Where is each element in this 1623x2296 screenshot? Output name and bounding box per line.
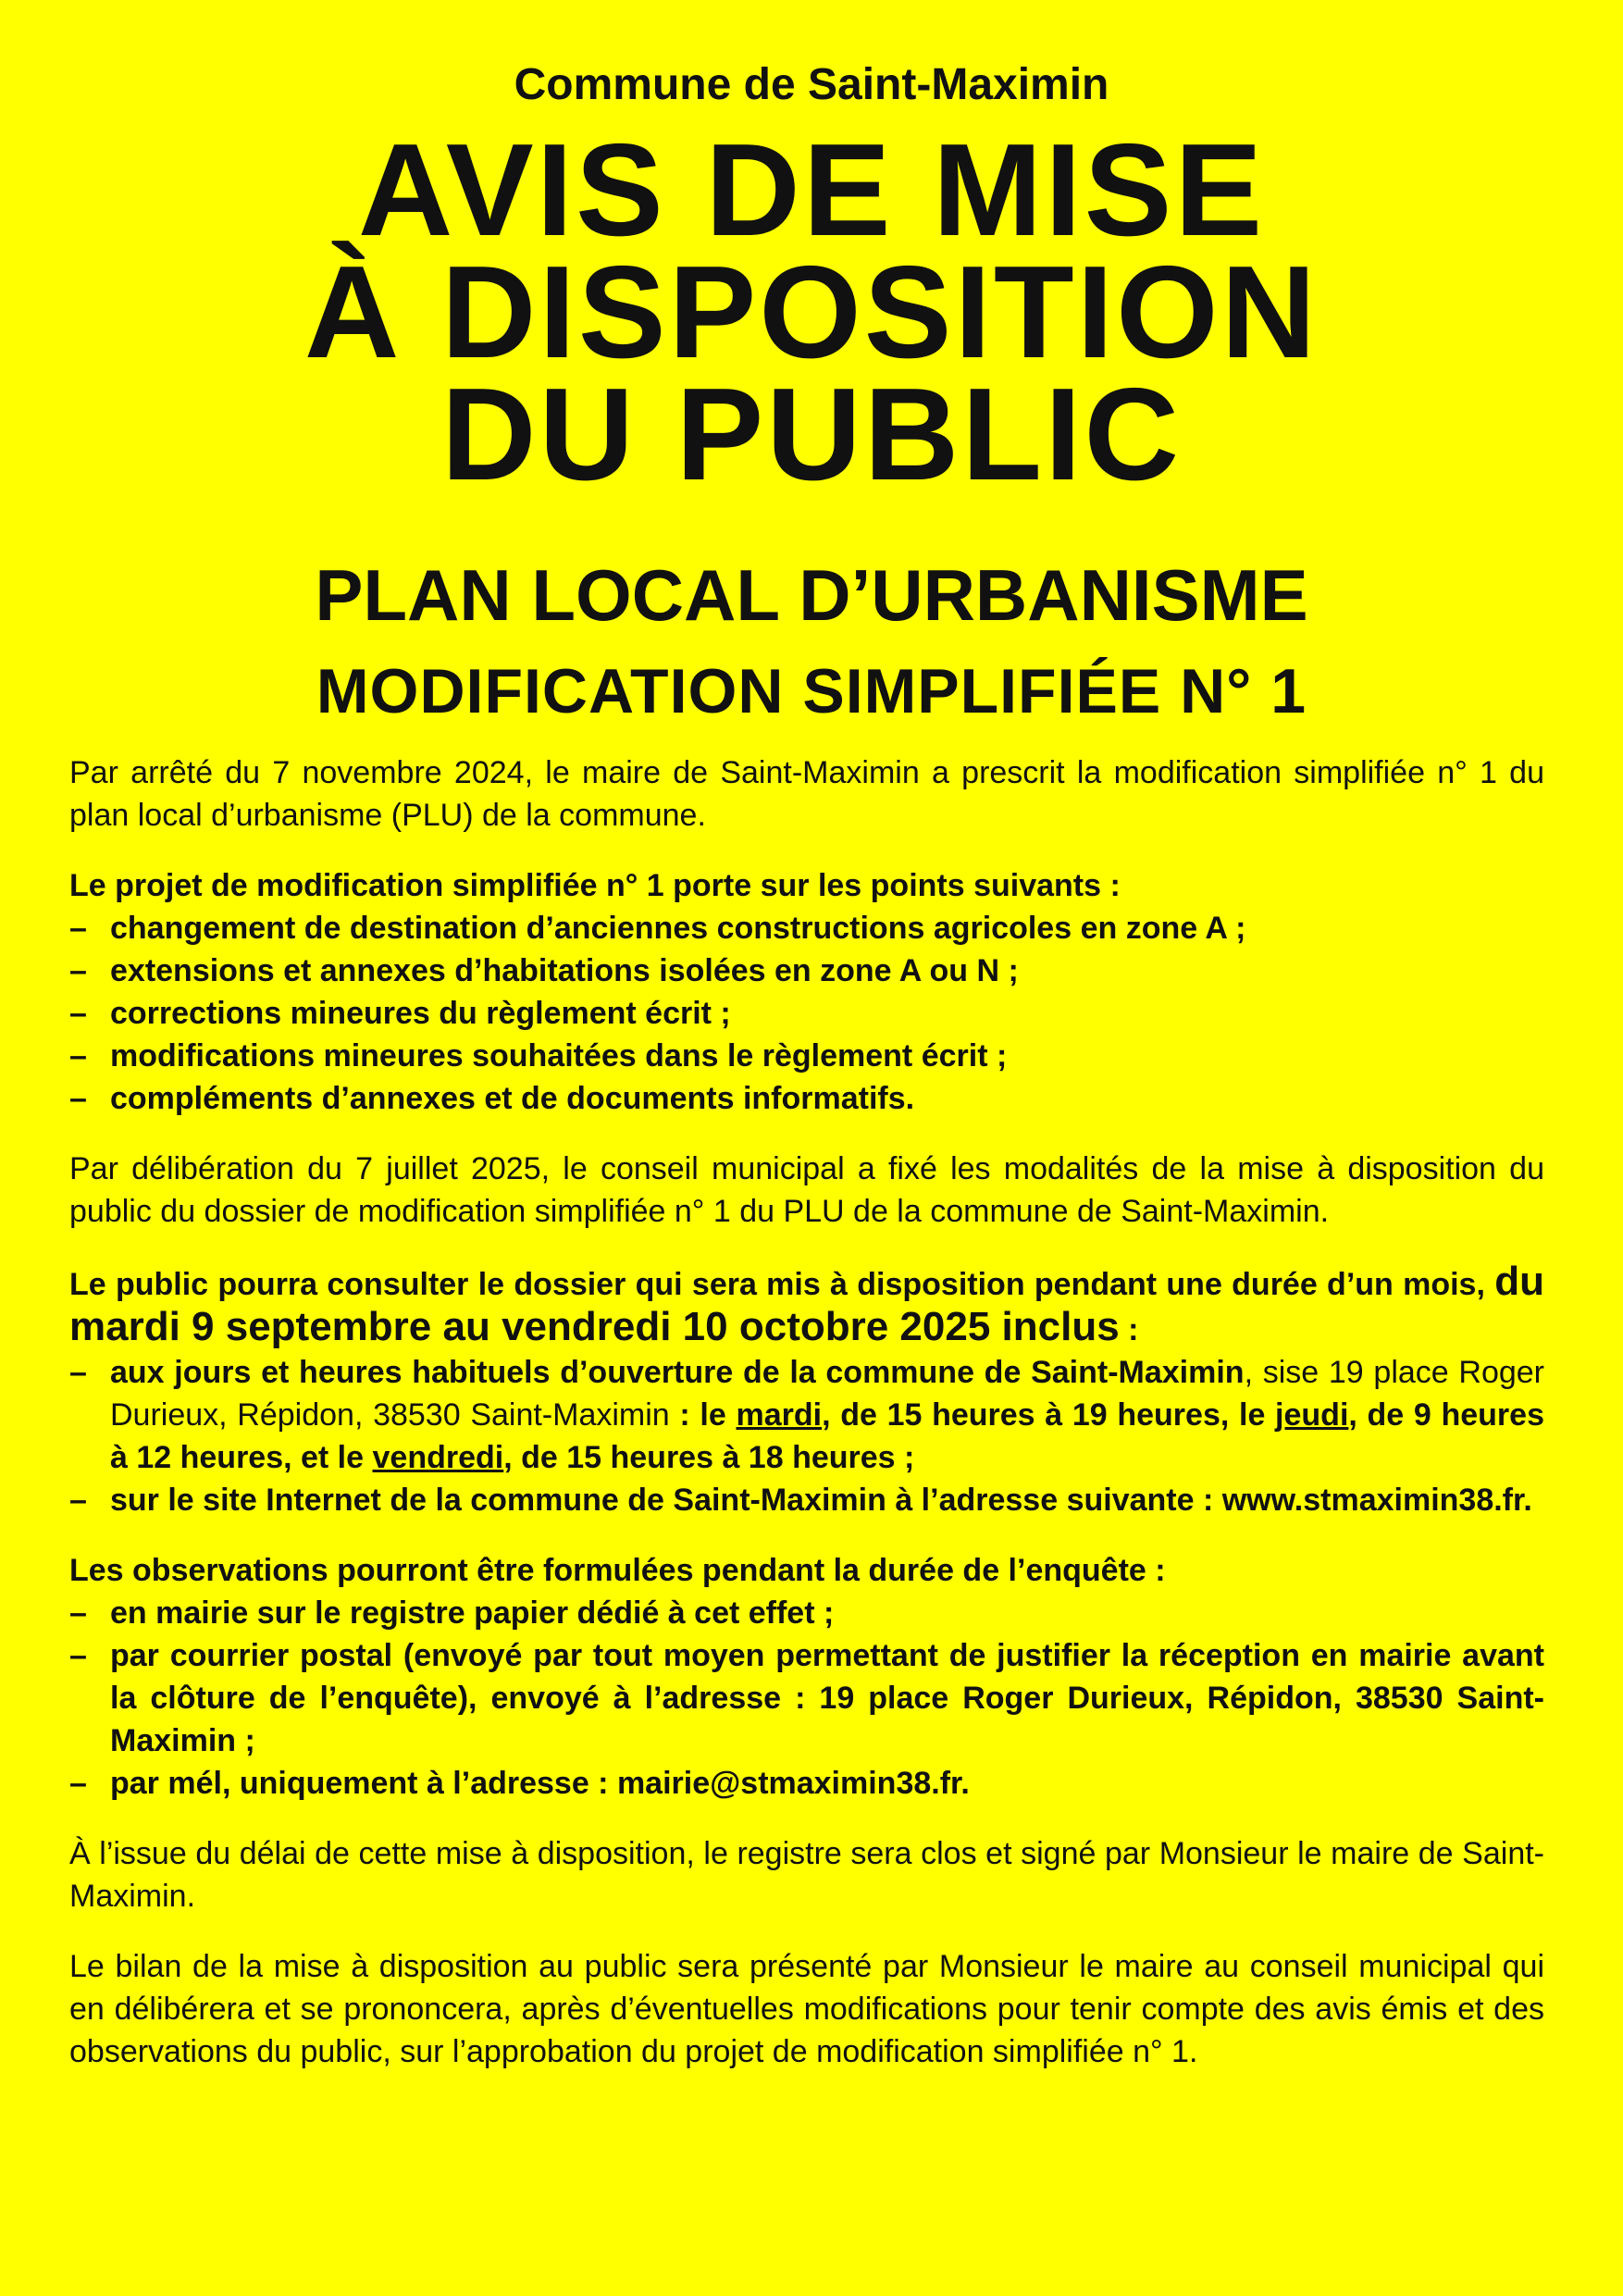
- list-item: – extensions et annexes d’habitations isolées en zone A ou N ;: [69, 949, 1544, 992]
- intro-paragraph: Par arrêté du 7 novembre 2024, le maire de Saint-Maximin a prescrit la modification simplifiée n° 1 du plan local d’urbanisme (PLU) de la commune.: [69, 755, 1544, 833]
- title-line: À DISPOSITION: [304, 239, 1319, 386]
- dash-bullet: –: [69, 953, 87, 988]
- notice-title: [0, 117, 1623, 508]
- list-item: – par courrier postal (envoyé par tout moyen permettant de justifier la réception en mairie avant la clôture de l’enquête), envoyé à l’adresse : 19 place Roger Durieux, Répidon, 38530 Saint-Maximin ;: [69, 1634, 1544, 1762]
- title-line: DU PUBLIC: [440, 361, 1183, 508]
- day-jeudi: jeudi: [1275, 1397, 1349, 1433]
- bilan-paragraph: Le bilan de la mise à disposition au public sera présenté par Monsieur le maire au conseil municipal qui en délibérera et se prononcera, après d’éventuelles modifications pour tenir compte des avis émis et des observations du public, sur l’approbation du projet de modification simplifiée n° 1.: [69, 1949, 1544, 2069]
- projet-list: [69, 907, 1544, 1120]
- list-item: – par mél, uniquement à l’adresse : mairie@stmaximin38.fr.: [69, 1762, 1544, 1805]
- projet-heading: Le projet de modification simplifiée n° 1 porte sur les points suivants :: [69, 868, 1121, 903]
- dash-bullet: –: [69, 911, 87, 946]
- dash-bullet: –: [69, 996, 87, 1031]
- notice-body: [69, 751, 1544, 2101]
- dash-bullet: –: [69, 1638, 87, 1673]
- list-item: – changement de destination d’anciennes constructions agricoles en zone A ;: [69, 907, 1544, 949]
- commune-name: Commune de Saint-Maximin: [514, 60, 1109, 109]
- title-line: AVIS DE MISE: [357, 117, 1266, 264]
- dash-bullet: –: [69, 1766, 87, 1801]
- observations-heading: Les observations pourront être formulées pendant la durée de l’enquête :: [69, 1553, 1166, 1588]
- modification-subtitle: MODIFICATION SIMPLIFIÉE N° 1: [316, 656, 1307, 726]
- plu-subtitle: PLAN LOCAL D’URBANISME: [315, 554, 1308, 636]
- list-item: – aux jours et heures habituels d’ouverture de la commune de Saint-Maximin, sise 19 place Roger Durieux, Répidon, 38530 Saint-Maximin : le mardi, de 15 heures à 19 heures, le jeudi, de 9 heures à 12 heures, et le vendredi, de 15 heures à 18 heures ;: [69, 1351, 1544, 1479]
- list-item: – modifications mineures souhaitées dans le règlement écrit ;: [69, 1035, 1544, 1077]
- consultation-dates: du mardi 9 septembre au vendredi 10 octobre 2025 inclus: [69, 1259, 1544, 1349]
- consultation-lead: Le public pourra consulter le dossier qui sera mis à disposition pendant une durée d’un mois, du mardi 9 septembre au vendredi 10 octobre 2025 inclus :: [69, 1259, 1544, 1349]
- dash-bullet: –: [69, 1355, 87, 1390]
- day-vendredi: vendredi: [372, 1440, 504, 1475]
- observations-list: [69, 1592, 1544, 1805]
- list-item: – en mairie sur le registre papier dédié à cet effet ;: [69, 1592, 1544, 1634]
- list-item: – compléments d’annexes et de documents informatifs.: [69, 1077, 1544, 1120]
- list-item: – corrections mineures du règlement écrit ;: [69, 992, 1544, 1035]
- dash-bullet: –: [69, 1038, 87, 1074]
- dash-bullet: –: [69, 1595, 87, 1631]
- issue-paragraph: À l’issue du délai de cette mise à disposition, le registre sera clos et signé par Monsieur le maire de Saint-Maximin.: [69, 1836, 1544, 1914]
- deliberation-paragraph: Par délibération du 7 juillet 2025, le conseil municipal a fixé les modalités de la mise à disposition du public du dossier de modification simplifiée n° 1 du PLU de la commune de Saint-Maximin.: [69, 1151, 1544, 1229]
- day-mardi: mardi: [736, 1397, 823, 1433]
- list-item: – sur le site Internet de la commune de Saint-Maximin à l’adresse suivante : www.stmaximin38.fr.: [69, 1479, 1544, 1521]
- consultation-list: [69, 1351, 1544, 1521]
- dash-bullet: –: [69, 1483, 87, 1518]
- dash-bullet: –: [69, 1081, 87, 1116]
